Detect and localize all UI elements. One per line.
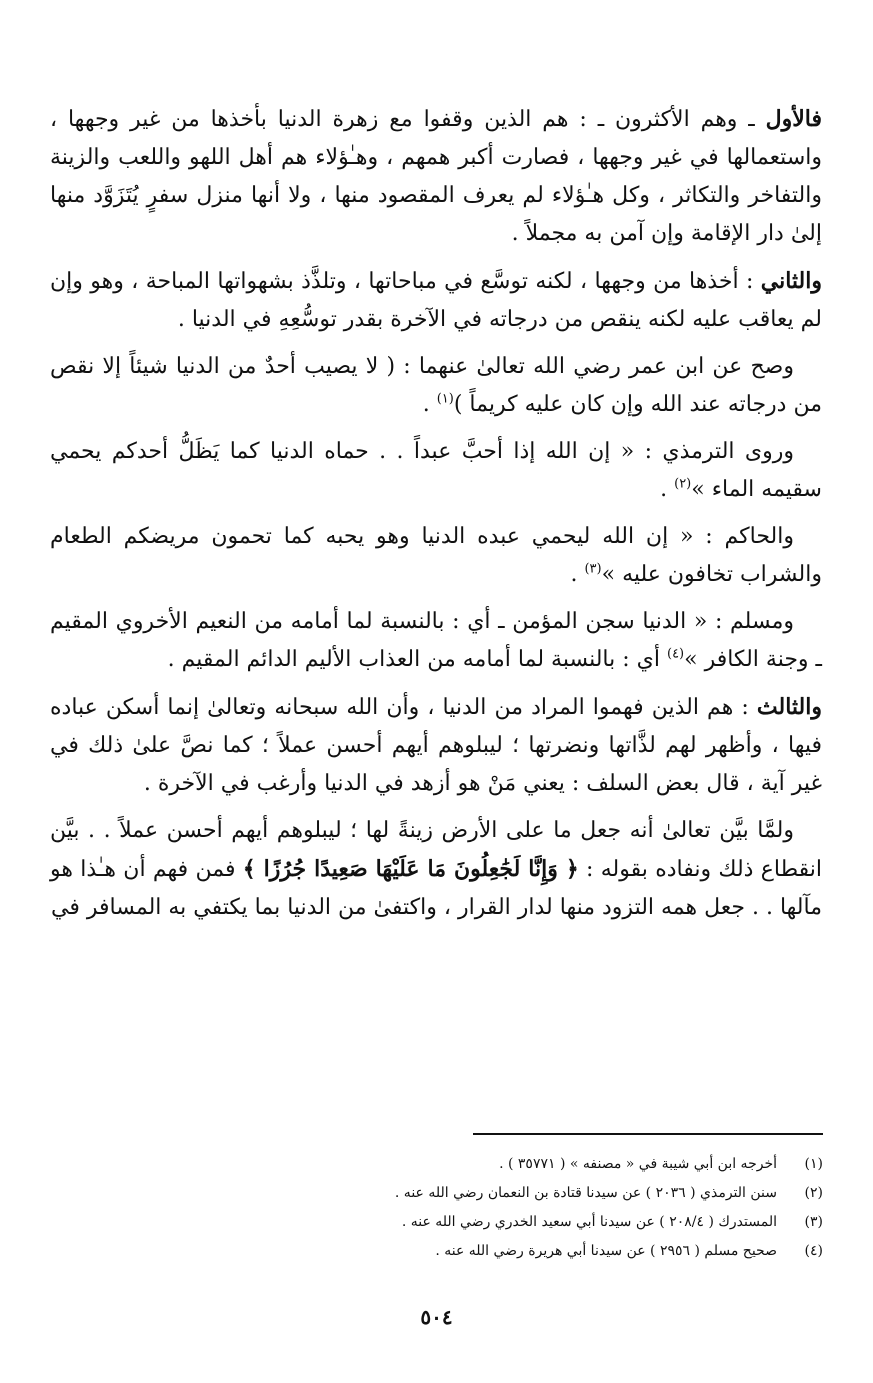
paragraph-body: : هم الذين فهموا المراد من الدنيا ، وأن الله سبحانه وتعالىٰ إنما أسكن عباده فيها ، وأظهر لهم لذَّاتها ونضرتها ؛ ليبلوهم أيهم أحسن عملاً ؛ كما نصَّ علىٰ ذلك في غير آية ، قال بعض السلف : يعني مَنْ هو أزهد في الدنيا وأرغب في الآخرة . bbox=[50, 695, 822, 796]
paragraph-tail: . bbox=[660, 477, 675, 502]
footnote-item bbox=[51, 1179, 823, 1208]
footnotes bbox=[51, 1150, 823, 1266]
paragraph-body: وصح عن ابن عمر رضي الله تعالىٰ عنهما : ( لا يصيب أحدٌ من الدنيا شيئاً إلا نقص من درجاته عند الله وإن كان عليه كريماً ) bbox=[50, 354, 822, 417]
paragraph-body: وروى الترمذي : « إن الله إذا أحبَّ عبداً . . حماه الدنيا كما يَظَلُّ أحدكم يحمي سقيمه الماء » bbox=[50, 439, 822, 502]
page-number: ٥٠٤ bbox=[420, 1305, 453, 1329]
paragraph-lead: فالأول bbox=[765, 106, 822, 132]
paragraph-body: ولمَّا بيَّن تعالىٰ أنه جعل ما على الأرض زينةً لها ؛ ليبلوهم أيهم أحسن عملاً . . بيَّن انقطاع ذلك ونفاده بقوله : bbox=[50, 818, 822, 882]
footnote-text: أخرجه ابن أبي شيبة في « مصنفه » ( ٣٥٧٧١ ) . bbox=[499, 1156, 777, 1172]
footnote-item bbox=[51, 1237, 823, 1266]
paragraph-muslim bbox=[50, 603, 822, 679]
paragraph-second-group bbox=[50, 262, 822, 339]
footnote-number: (٤) bbox=[804, 1243, 823, 1259]
paragraph-lead: والثاني bbox=[760, 268, 822, 294]
paragraph-tirmidhi bbox=[50, 433, 822, 509]
footnote-text: المستدرك ( ٢٠٨/٤ ) عن سيدنا أبي سعيد الخدري رضي الله عنه . bbox=[401, 1214, 777, 1230]
footnote-number: (٢) bbox=[804, 1185, 823, 1201]
paragraph-first-group bbox=[50, 100, 822, 253]
paragraph-tail: فمن فهم أن هـٰذا هو مآلها . . جعل همه التزود منها لدار القرار ، واكتفىٰ من الدنيا بما يكتفي به المسافر في bbox=[50, 857, 822, 920]
paragraph-quran-verse bbox=[50, 812, 822, 927]
paragraph-body: ـ وهم الأكثرون ـ : هم الذين وقفوا مع زهرة الدنيا بأخذها من غير وجهها ، واستعمالها في غير وجهها ، فصارت أكبر همهم ، وهـٰؤلاء هم أهل اللهو واللعب والزينة والتفاخر والتكاثر ، وكل هـٰؤلاء لم يعرف المقصود منها ، ولا أنها منزل سفرٍ يُتَزَوَّد منها إلىٰ دار الإقامة وإن آمن به مجملاً . bbox=[50, 107, 822, 246]
footnote-ref[interactable]: (١) bbox=[436, 391, 454, 407]
footnote-divider bbox=[473, 1133, 823, 1135]
paragraph-body: والحاكم : « إن الله ليحمي عبده الدنيا وهو يحبه كما تحمون مريضكم الطعام والشراب تخافون عليه » bbox=[50, 524, 822, 587]
paragraph-tail: أي : بالنسبة لما أمامه من العذاب الأليم الدائم المقيم . bbox=[167, 647, 667, 672]
footnote-item bbox=[51, 1208, 823, 1237]
paragraph-tail: . bbox=[570, 562, 585, 587]
footnote-ref[interactable]: (٤) bbox=[666, 646, 685, 662]
footnote-number: (٣) bbox=[804, 1214, 823, 1230]
main-text bbox=[50, 100, 822, 936]
paragraph-ibn-umar bbox=[50, 348, 822, 424]
paragraph-hakim bbox=[50, 518, 822, 594]
footnote-ref[interactable]: (٣) bbox=[584, 561, 602, 577]
paragraph-tail: . bbox=[422, 392, 437, 417]
footnote-ref[interactable]: (٢) bbox=[674, 476, 692, 492]
quran-quote: ﴿ وَإِنَّا لَجَٰعِلُونَ مَا عَلَيْهَا صَعِيدًا جُرُزًا ﴾ bbox=[242, 856, 579, 882]
paragraph-body: ومسلم : « الدنيا سجن المؤمن ـ أي : بالنسبة لما أمامه من النعيم الأخروي المقيم ـ وجنة الكافر » bbox=[50, 609, 822, 672]
footnote-text: سنن الترمذي ( ٢٠٣٦ ) عن سيدنا قتادة بن النعمان رضي الله عنه . bbox=[394, 1185, 777, 1201]
footnote-number: (١) bbox=[804, 1156, 823, 1172]
footnote-text: صحيح مسلم ( ٢٩٥٦ ) عن سيدنا أبي هريرة رضي الله عنه . bbox=[435, 1243, 777, 1259]
footnote-item bbox=[51, 1150, 823, 1179]
paragraph-lead: والثالث bbox=[756, 694, 822, 720]
paragraph-third-group bbox=[50, 688, 822, 803]
paragraph-body: : أخذها من وجهها ، لكنه توسَّع في مباحاتها ، وتلذَّذ بشهواتها المباحة ، وهو وإن لم يعاقب عليه لكنه ينقص من درجاته في الآخرة بقدر توسُّعِهِ في الدنيا . bbox=[50, 269, 822, 332]
